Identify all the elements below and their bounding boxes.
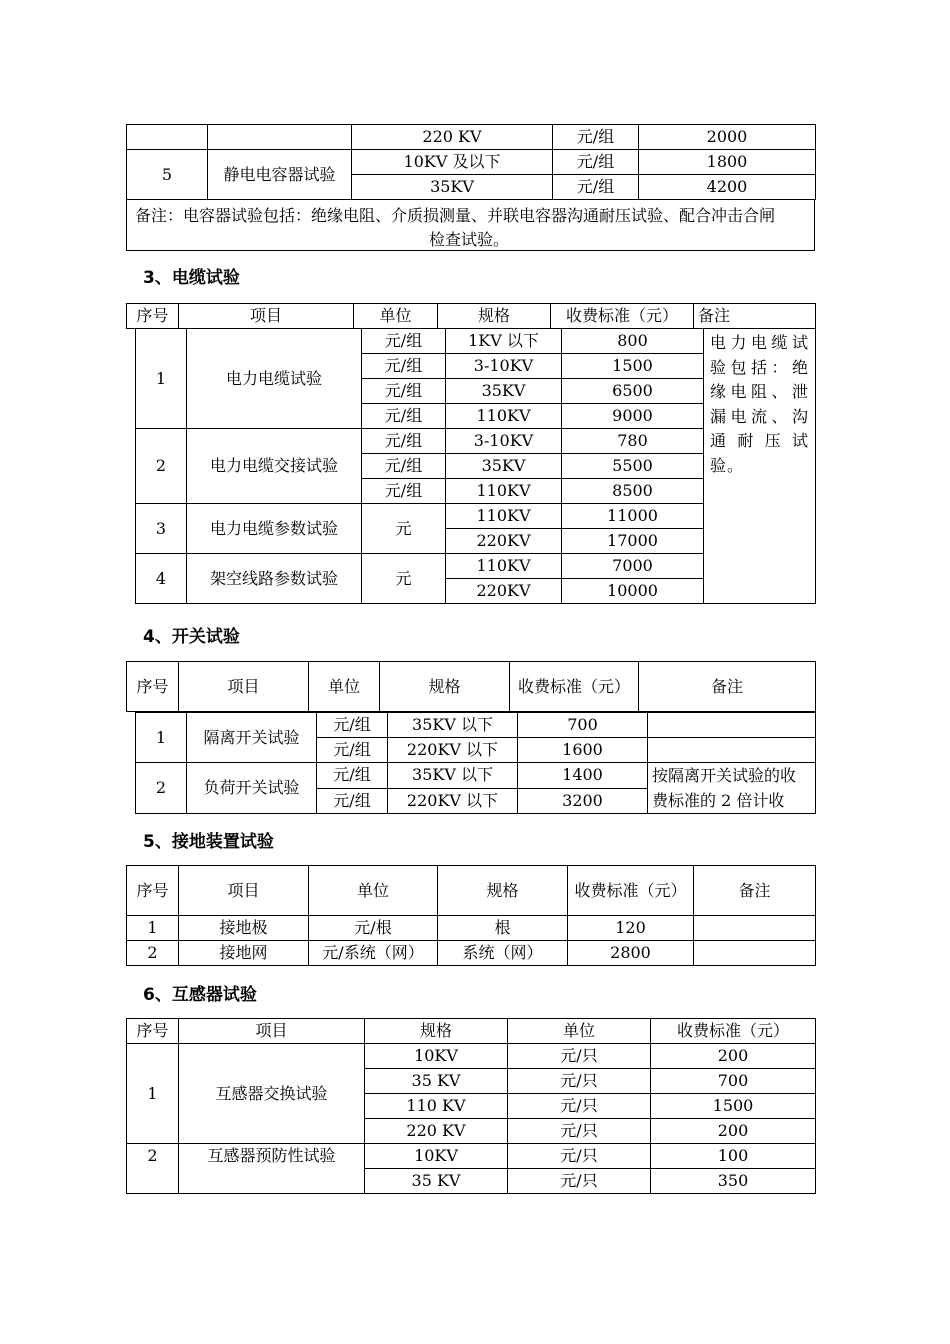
cell: 元/只	[508, 1144, 651, 1169]
cell: 元/根	[309, 916, 438, 941]
cable-table	[135, 328, 816, 604]
switch-table	[135, 712, 816, 814]
cell: 7000	[562, 554, 704, 579]
header-cell: 序号	[127, 1019, 179, 1044]
cell: 元/组	[317, 738, 388, 763]
cell: 2800	[568, 941, 694, 966]
header-cell: 备注	[694, 866, 816, 916]
header-cell: 备注	[694, 304, 816, 329]
cell: 8500	[562, 479, 704, 504]
cell: 元/组	[362, 429, 446, 454]
section-heading-switch: 4、开关试验	[143, 627, 240, 647]
cell: 35KV 以下	[388, 763, 518, 789]
header-cell: 规格	[438, 866, 568, 916]
cell-item: 互感器交换试验	[179, 1044, 365, 1144]
cell: 元/组	[553, 175, 639, 200]
cell: 元/组	[362, 329, 446, 354]
cell-number: 2	[136, 763, 187, 814]
cell: 元/只	[508, 1169, 651, 1194]
header-cell: 项目	[179, 866, 309, 916]
cell: 10000	[562, 579, 704, 604]
cell-item: 互感器预防性试验	[179, 1144, 365, 1194]
cell-item: 隔离开关试验	[187, 713, 317, 763]
cable-header-table	[126, 303, 816, 329]
cell: 元/只	[508, 1094, 651, 1119]
table-header-row	[127, 662, 816, 712]
header-cell: 规格	[438, 304, 551, 329]
cell	[694, 916, 816, 941]
cell: 1800	[639, 150, 816, 175]
header-cell: 规格	[380, 662, 510, 712]
cell: 元/组	[553, 150, 639, 175]
cell: 35 KV	[365, 1069, 508, 1094]
header-cell: 单位	[309, 866, 438, 916]
cell: 4200	[639, 175, 816, 200]
section-heading-cable: 3、电缆试验	[143, 268, 240, 288]
cell: 110KV	[446, 479, 562, 504]
cell: 10KV 及以下	[352, 150, 553, 175]
cell: 元/组	[362, 354, 446, 379]
cell-remark: 按隔离开关试验的收费标准的 2 倍计收	[648, 763, 816, 814]
cell-item: 静电电容器试验	[208, 150, 352, 200]
table-header-row	[127, 866, 816, 916]
section-heading-transformer: 6、互感器试验	[143, 985, 257, 1005]
cell: 110 KV	[365, 1094, 508, 1119]
table-row	[127, 916, 816, 941]
cell: 100	[651, 1144, 816, 1169]
cell: 9000	[562, 404, 704, 429]
header-cell: 项目	[179, 1019, 365, 1044]
cell: 220KV 以下	[388, 738, 518, 763]
table-row	[127, 941, 816, 966]
cell: 接地网	[179, 941, 309, 966]
header-cell: 序号	[127, 866, 179, 916]
cell: 200	[651, 1044, 816, 1069]
cell-item: 架空线路参数试验	[187, 554, 362, 604]
cell-unit: 元	[362, 504, 446, 554]
cell: 元/组	[553, 125, 639, 150]
cell-item: 电力电缆参数试验	[187, 504, 362, 554]
cell: 35 KV	[365, 1169, 508, 1194]
cell: 350	[651, 1169, 816, 1194]
cell: 1500	[562, 354, 704, 379]
cell: 35KV	[446, 379, 562, 404]
cell: 3-10KV	[446, 429, 562, 454]
table-row	[127, 1144, 816, 1169]
cell: 元/系统（网）	[309, 941, 438, 966]
table-row	[136, 713, 816, 738]
switch-header-table	[126, 661, 816, 712]
cell: 1KV 以下	[446, 329, 562, 354]
cell: 1600	[518, 738, 648, 763]
header-cell: 收费标准（元）	[551, 304, 694, 329]
cell-item: 电力电缆交接试验	[187, 429, 362, 504]
cell: 元/只	[508, 1044, 651, 1069]
cell: 110KV	[446, 504, 562, 529]
cell: 800	[562, 329, 704, 354]
capacitor-table	[126, 124, 816, 200]
cell: 220KV	[446, 579, 562, 604]
cell: 700	[651, 1069, 816, 1094]
cell: 220 KV	[365, 1119, 508, 1144]
cell: 2000	[639, 125, 816, 150]
cell: 2	[127, 941, 179, 966]
grounding-table	[126, 865, 816, 966]
cell: 1400	[518, 763, 648, 789]
header-cell: 项目	[179, 662, 309, 712]
cell: 220 KV	[352, 125, 553, 150]
cell: 元/只	[508, 1069, 651, 1094]
cell-number: 1	[136, 329, 187, 429]
table-row	[127, 1044, 816, 1069]
cell-number: 3	[136, 504, 187, 554]
table-row	[127, 125, 816, 150]
header-cell: 项目	[179, 304, 354, 329]
cell-item: 电力电缆试验	[187, 329, 362, 429]
header-cell: 收费标准（元）	[651, 1019, 816, 1044]
capacitor-remark	[126, 200, 815, 251]
cell: 元/组	[362, 404, 446, 429]
remark-line-2: 检查试验。	[429, 230, 510, 249]
header-cell: 单位	[508, 1019, 651, 1044]
cell-item: 负荷开关试验	[187, 763, 317, 814]
cell	[694, 941, 816, 966]
cell: 接地极	[179, 916, 309, 941]
section-heading-grounding: 5、接地装置试验	[143, 832, 274, 852]
header-cell: 收费标准（元）	[510, 662, 639, 712]
table-row	[136, 763, 816, 789]
cell: 元/组	[317, 763, 388, 789]
cell: 200	[651, 1119, 816, 1144]
cell: 系统（网）	[438, 941, 568, 966]
cell: 110KV	[446, 404, 562, 429]
cell-number: 1	[136, 713, 187, 763]
cell: 220KV 以下	[388, 788, 518, 814]
cable-remark: 电力电缆试验包括：绝缘电阻、泄漏电流、沟通耐压试验。	[704, 329, 816, 604]
header-cell: 规格	[365, 1019, 508, 1044]
cell-remark	[648, 738, 816, 763]
cell: 5500	[562, 454, 704, 479]
table-row	[136, 329, 816, 354]
table-row	[127, 150, 816, 175]
cell: 1500	[651, 1094, 816, 1119]
cell: 元/组	[362, 454, 446, 479]
cell	[208, 125, 352, 150]
cell: 元/组	[317, 788, 388, 814]
header-cell: 序号	[127, 662, 179, 712]
cell-number: 2	[136, 429, 187, 504]
cell-number: 5	[127, 150, 208, 200]
cell: 120	[568, 916, 694, 941]
header-cell: 单位	[354, 304, 438, 329]
cell: 元/组	[362, 379, 446, 404]
header-cell: 备注	[639, 662, 816, 712]
cell: 700	[518, 713, 648, 738]
cell: 35KV	[352, 175, 553, 200]
cell: 3-10KV	[446, 354, 562, 379]
cell	[127, 125, 208, 150]
cell-number: 2	[127, 1144, 179, 1194]
cell: 元/组	[362, 479, 446, 504]
cell: 3200	[518, 788, 648, 814]
cell: 1	[127, 916, 179, 941]
cell: 11000	[562, 504, 704, 529]
cell-unit: 元	[362, 554, 446, 604]
header-cell: 收费标准（元）	[568, 866, 694, 916]
cell: 10KV	[365, 1144, 508, 1169]
cell: 35KV 以下	[388, 713, 518, 738]
cell: 10KV	[365, 1044, 508, 1069]
cell: 元/只	[508, 1119, 651, 1144]
remark-line-1: 备注：电容器试验包括：绝缘电阻、介质损测量、并联电容器沟通耐压试验、配合冲击合闸	[135, 206, 776, 225]
transformer-table	[126, 1018, 816, 1194]
cell: 17000	[562, 529, 704, 554]
header-cell: 序号	[127, 304, 179, 329]
header-cell: 单位	[309, 662, 380, 712]
cell: 元/组	[317, 713, 388, 738]
cell-number: 4	[136, 554, 187, 604]
cell-number: 1	[127, 1044, 179, 1144]
cell-remark	[648, 713, 816, 738]
table-header-row	[127, 1019, 816, 1044]
cell: 220KV	[446, 529, 562, 554]
cell: 780	[562, 429, 704, 454]
cell: 6500	[562, 379, 704, 404]
cell: 35KV	[446, 454, 562, 479]
cell: 110KV	[446, 554, 562, 579]
table-header-row	[127, 304, 816, 329]
cell: 根	[438, 916, 568, 941]
